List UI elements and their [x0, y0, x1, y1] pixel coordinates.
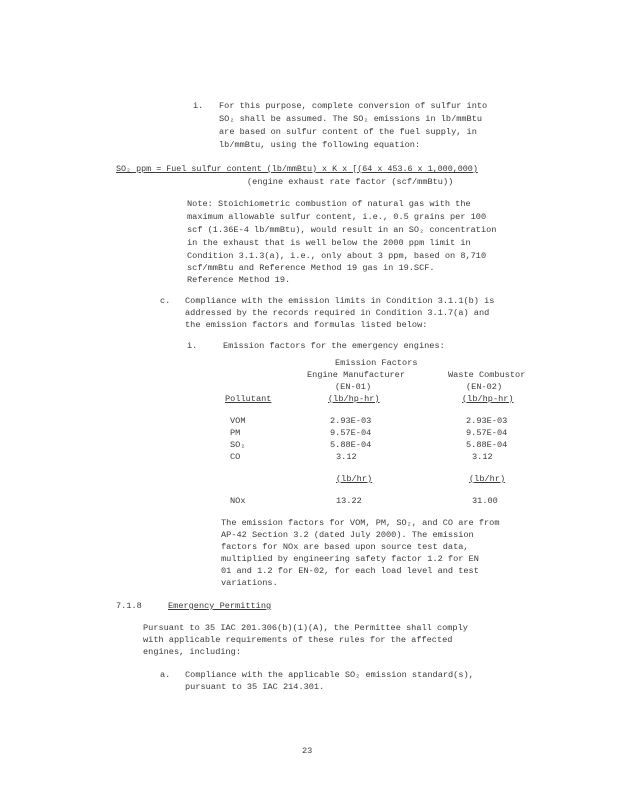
row-so2-pollutant: SO₂ [230, 440, 246, 450]
row-pm-col2: 9.57E-04 [466, 428, 508, 438]
note-line-4: in the exhaust that is well below the 2000 ppm limit in [187, 238, 471, 248]
page-number: 23 [302, 746, 313, 756]
col1-header-line-3: (lb/hp-hr) [328, 394, 380, 404]
row-co-col1: 3.12 [336, 452, 357, 462]
sub-i-number: i. [187, 341, 198, 351]
item-c-label: c. [160, 296, 171, 306]
col1-header-line-1: Engine Manufacturer [307, 370, 405, 380]
section-body-line-2: with applicable requirements of these rules for the affected [143, 635, 453, 645]
row-nox-pollutant: NOx [230, 496, 246, 506]
row-nox-col2: 31.00 [472, 496, 498, 506]
row-vom-col2: 2.93E-03 [466, 416, 508, 426]
row-pm-pollutant: PM [230, 428, 241, 438]
footnote-line-5: 01 and 1.2 for EN-02, for each load level and test [221, 566, 479, 576]
row-so2-col2: 5.88E-04 [466, 440, 508, 450]
note-line-7: Reference Method 19. [187, 275, 291, 285]
note-line-5: Condition 3.1.3(a), i.e., only about 3 ppm, based on 8,710 [187, 251, 487, 261]
row-co-pollutant: CO [230, 452, 241, 462]
note-line-3: scf (1.36E-4 lb/mmBtu), would result in an SO₂ concentration [187, 225, 497, 235]
row-vom-col1: 2.93E-03 [330, 416, 372, 426]
footnote-line-2: AP-42 Section 3.2 (dated July 2000). The emission [221, 530, 474, 540]
table-group-header: Emission Factors [335, 358, 418, 368]
note-line-6: scf/mmBtu and Reference Method 19 gas in 19.SCF. [187, 263, 435, 273]
section-body-line-3: engines, including: [143, 647, 241, 657]
section-title-text: Emergency Permitting [168, 601, 272, 611]
section-number: 7.1.8 [116, 601, 142, 611]
section-title [168, 600, 271, 613]
item-a-line-2: pursuant to 35 IAC 214.301. [185, 682, 325, 692]
item-i-number: i. [193, 101, 204, 111]
note-line-1: Note: Stoichiometric combustion of natural gas with the [187, 199, 471, 209]
col2-header-line-2: (EN-02) [466, 382, 503, 392]
pollutant-header: Pollutant [225, 394, 272, 404]
col2-header-line-3: (lb/hp-hr) [462, 394, 514, 404]
col2-header-line-1: Waste Combustor [448, 370, 526, 380]
unit-row-col2: (lb/hr) [469, 474, 506, 484]
equation-denominator: (engine exhaust rate factor (scf/mmBtu)) [247, 177, 454, 187]
unit-row-col1: (lb/hr) [336, 474, 373, 484]
row-vom-pollutant: VOM [230, 416, 246, 426]
section-body-line-1: Pursuant to 35 IAC 201.306(b)(1)(A), the Permittee shall comply [143, 623, 468, 633]
equation-numerator: SO₂ ppm = Fuel sulfur content (lb/mmBtu) x K x [(64 x 453.6 x 1,000,000) [116, 164, 478, 174]
footnote-line-3: factors for NOx are based upon source test data, [221, 542, 469, 552]
sub-i-text: Emission factors for the emergency engines: [223, 341, 445, 351]
footnote-line-1: The emission factors for VOM, PM, SO₂, and CO are from [221, 518, 500, 528]
note-line-2: maximum allowable sulfur content, i.e., 0.5 grains per 100 [187, 212, 487, 222]
item-c-line-1: Compliance with the emission limits in Condition 3.1.1(b) is [185, 296, 495, 306]
footnote-line-4: multiplied by engineering safety factor 1.2 for EN [221, 554, 479, 564]
item-a-label: a. [160, 670, 171, 680]
item-c-line-2: addressed by the records required in Condition 3.1.7(a) and [185, 308, 490, 318]
item-c-line-3: the emission factors and formulas listed below: [185, 320, 428, 330]
row-pm-col1: 9.57E-04 [330, 428, 372, 438]
row-nox-col1: 13.22 [336, 496, 362, 506]
item-i-line-4: lb/mmBtu, using the following equation: [219, 140, 421, 150]
row-so2-col1: 5.88E-04 [330, 440, 372, 450]
item-i-line-3: are based on sulfur content of the fuel supply, in [219, 127, 477, 137]
item-i-line-2: SO₂ shall be assumed. The SO₂ emissions in lb/mmBtu [219, 114, 483, 124]
row-co-col2: 3.12 [472, 452, 493, 462]
item-a-line-1: Compliance with the applicable SO₂ emission standard(s), [185, 670, 474, 680]
footnote-line-6: variations. [221, 578, 278, 588]
item-i-line-1: For this purpose, complete conversion of sulfur into [219, 101, 488, 111]
col1-header-line-2: (EN-01) [335, 382, 372, 392]
